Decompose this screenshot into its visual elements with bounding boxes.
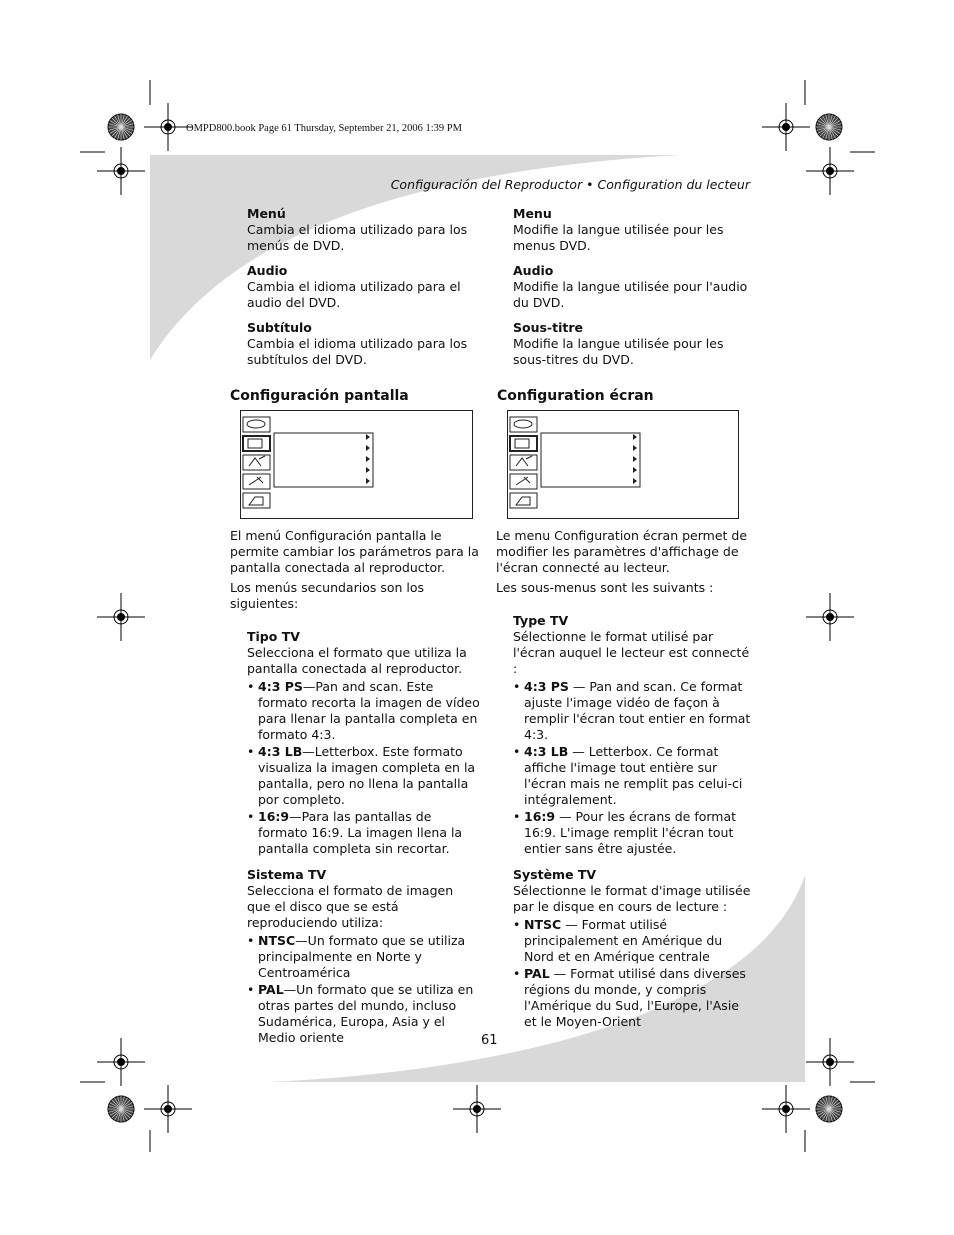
list-item: • NTSC — Format utilisé principalement en Amérique du Nord et en Amérique centrale <box>513 917 752 965</box>
tools-icon <box>510 474 537 489</box>
top-es-column <box>247 206 477 368</box>
submenus-es: Los menús secundarios son los siguientes: <box>230 580 425 611</box>
body-es <box>230 528 480 1047</box>
entry-menu-fr: Menu Modifie la langue utilisée pour les menus DVD. <box>513 206 724 253</box>
display-icon <box>510 436 537 451</box>
intro-fr: Le menu Configuration écran permet de modifier les paramètres d'affichage de l'écran connecté au lecteur. <box>496 528 748 575</box>
tipo-list-es <box>247 679 480 857</box>
list-item: • PAL—Un formato que se utiliza en otras partes del mundo, incluso Sudamérica, Europa, Asia y el Medio oriente <box>247 982 480 1046</box>
entry-menu-es: Menú Cambia el idioma utilizado para los menús de DVD. <box>247 206 468 253</box>
page-number: 61 <box>481 1033 498 1048</box>
tipo-tv-es: Tipo TV Selecciona el formato que utiliza la pantalla conectada al reproductor. • 4:3 PS—Pan and scan. Este formato recorta la imagen de vídeo para llenar la pantalla completa en formato 4:3. • 4:3 LB—Letterbox. Este formato visualiza la imagen completa en la pantalla, pero no llena la pantalla por completo. • 16:9—Para las pantallas de formato 16:9. La imagen llena la pantalla completa sin recortar. Sistema TV Selecciona el formato de imagen que el disco que se está reproduciendo utiliza: • NTSC—Un formato que se utiliza principalmente en Norte y Centroamérica • PAL—Un formato que se utiliza en otras partes del mundo, incluso Sudamérica, Europa, Asia y el Medio oriente <box>247 629 480 1046</box>
heading-fr: Configuration écran <box>497 388 654 404</box>
list-item: • PAL — Format utilisé dans diverses régions du monde, y compris l'Amérique du Sud, l'Europe, l'Asie et le Moyen-Orient <box>513 966 752 1030</box>
submenus-fr: Les sous-menus sont les suivants : <box>496 580 714 595</box>
intro-es: El menú Configuración pantalla le permite cambiar los parámetros para la pantalla conectada al reproductor. <box>230 528 479 575</box>
list-item: • 16:9—Para las pantallas de formato 16:9. La imagen llena la pantalla completa sin recortar. <box>247 809 480 857</box>
osd-menu-graphic <box>508 411 738 518</box>
audio-icon <box>243 455 270 470</box>
exit-icon <box>243 493 270 508</box>
sistema-list-es <box>247 933 480 1046</box>
osd-screen-es <box>240 410 473 519</box>
list-item: • NTSC—Un formato que se utiliza principalmente en Norte y Centroamérica <box>247 933 480 981</box>
entry-audio-fr: Audio Modifie la langue utilisée pour l'audio du DVD. <box>513 263 748 310</box>
list-item: • 4:3 PS — Pan and scan. Ce format ajuste l'image vidéo de façon à remplir l'écran tout entier en format 4:3. <box>513 679 752 743</box>
exit-icon <box>510 493 537 508</box>
running-header: Configuración del Reproductor • Configuration du lecteur <box>390 177 750 192</box>
entry-subtitle-fr: Sous-titre Modifie la langue utilisée pour les sous-titres du DVD. <box>513 320 724 367</box>
osd-screen-fr <box>507 410 739 519</box>
osd-menu-graphic <box>241 411 472 518</box>
entry-audio-es: Audio Cambia el idioma utilizado para el audio del DVD. <box>247 263 461 310</box>
list-item: • 16:9 — Pour les écrans de format 16:9. L'image remplit l'écran tout entier sans être ajustée. <box>513 809 752 857</box>
type-list-fr <box>513 679 752 857</box>
tools-icon <box>243 474 270 489</box>
type-tv-fr: Type TV Sélectionne le format utilisé par l'écran auquel le lecteur est connecté : • 4:3 PS — Pan and scan. Ce format ajuste l'image vidéo de façon à remplir l'écran tout entier en format 4:3. • 4:3 LB — Letterbox. Ce format affiche l'image tout entière sur l'écran mais ne remplit pas celui-ci intégralement. • 16:9 — Pour les écrans de format 16:9. L'image remplit l'écran tout entier sans être ajustée. Système TV Sélectionne le format d'image utilisée par le disque en cours de lecture : • NTSC — Format utilisé principalement en Amérique du Nord et en Amérique centrale • PAL — Format utilisé dans diverses régions du monde, y compris l'Amérique du Sud, l'Europe, l'Asie et le Moyen-Orient <box>513 613 752 1030</box>
heading-es: Configuración pantalla <box>230 388 409 404</box>
systeme-list-fr <box>513 917 752 1030</box>
list-item: • 4:3 PS—Pan and scan. Este formato recorta la imagen de vídeo para llenar la pantalla completa en formato 4:3. <box>247 679 480 743</box>
book-info-line: OMPD800.book Page 61 Thursday, September 21, 2006 1:39 PM <box>186 123 462 134</box>
top-fr-column <box>513 206 753 368</box>
audio-icon <box>510 455 537 470</box>
list-item: • 4:3 LB — Letterbox. Ce format affiche l'image tout entière sur l'écran mais ne remplit pas celui-ci intégralement. <box>513 744 752 808</box>
body-fr <box>496 528 752 1031</box>
display-icon <box>243 436 270 451</box>
list-item: • 4:3 LB—Letterbox. Este formato visualiza la imagen completa en la pantalla, pero no llena la pantalla por completo. <box>247 744 480 808</box>
entry-subtitle-es: Subtítulo Cambia el idioma utilizado para los subtítulos del DVD. <box>247 320 468 367</box>
sistema-title-es: Sistema TV <box>247 867 327 882</box>
systeme-title-fr: Système TV <box>513 867 597 882</box>
